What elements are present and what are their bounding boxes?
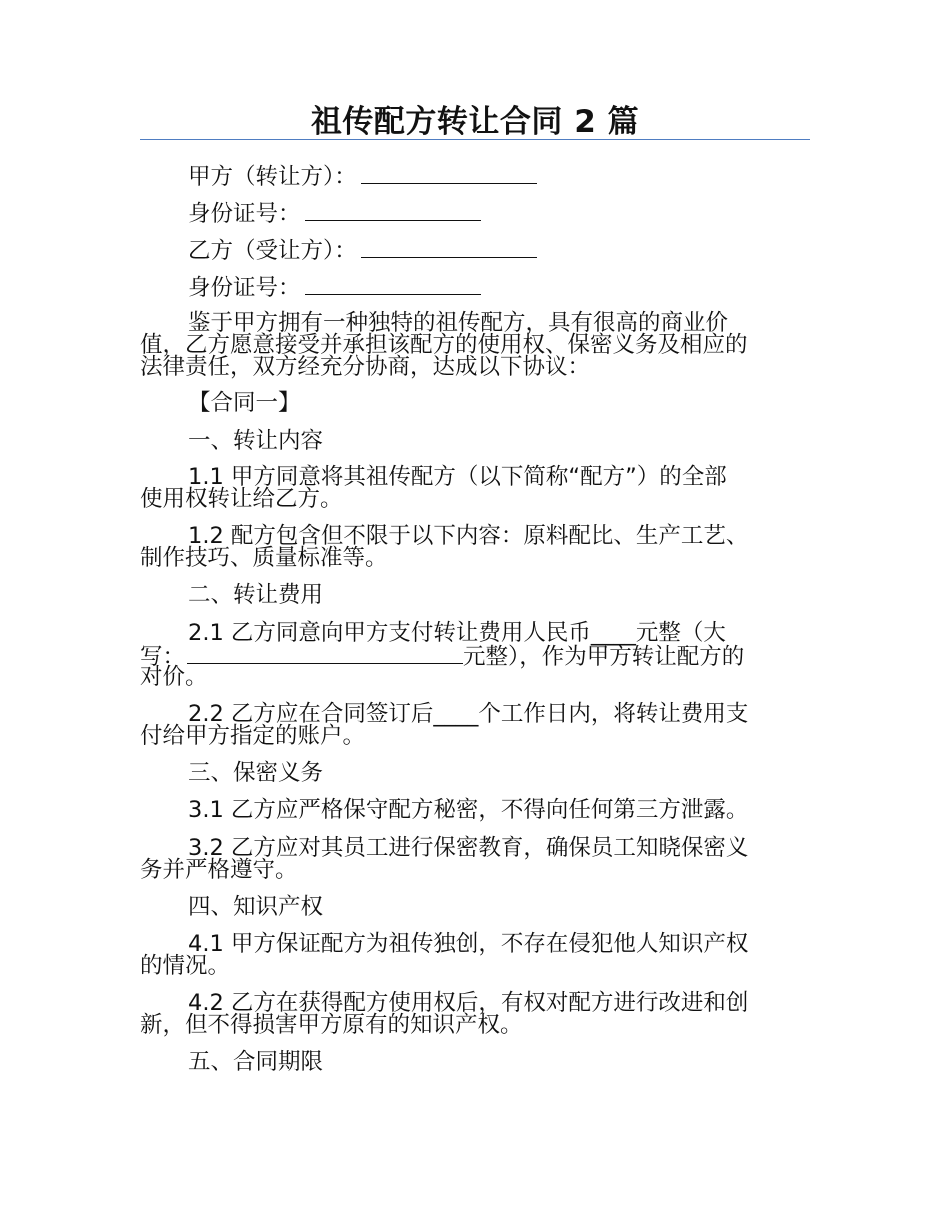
party-b-id-blank [305, 274, 481, 295]
clause-2-1-line-2 [140, 643, 744, 669]
clause-1-1-line-2: 使用权转让给乙方。 [140, 486, 343, 512]
party-a-id-line [188, 200, 481, 226]
party-a-blank [361, 163, 537, 184]
clause-2-1-line-3: 对价。 [140, 664, 208, 690]
party-b-line [188, 237, 537, 263]
section-4-heading: 四、知识产权 [188, 894, 324, 920]
amount-in-words-blank [187, 643, 463, 664]
clause-4-2-line-1: 4.2 乙方在获得配方使用权后，有权对配方进行改进和创 [188, 990, 749, 1016]
clause-1-2-line-2: 制作技巧、质量标准等。 [140, 545, 388, 571]
section-1-heading: 一、转让内容 [188, 428, 324, 454]
document-title: 祖传配方转让合同 2 篇 [310, 104, 640, 140]
clause-2-2-line-1: 2.2 乙方应在合同签订后____个工作日内，将转让费用支 [188, 701, 749, 727]
clause-2-1-daxie-label: 写： [140, 644, 186, 670]
clause-4-1-line-2: 的情况。 [140, 953, 231, 979]
clause-1-2-line-1: 1.2 配方包含但不限于以下内容：原料配比、生产工艺、 [188, 523, 749, 549]
clause-1-1-line-1: 1.1 甲方同意将其祖传配方（以下简称“配方”）的全部 [188, 464, 727, 490]
party-a-label: 甲方（转让方）： [188, 164, 357, 190]
clause-4-2-line-2: 新，但不得损害甲方原有的知识产权。 [140, 1012, 523, 1038]
clause-3-2-line-1: 3.2 乙方应对其员工进行保密教育，确保员工知晓保密义 [188, 835, 749, 861]
party-a-line [188, 163, 537, 189]
clause-4-1-line-1: 4.1 甲方保证配方为祖传独创，不存在侵犯他人知识产权 [188, 931, 749, 957]
contract-one-heading: 【合同一】 [188, 390, 301, 416]
section-3-heading: 三、保密义务 [188, 760, 324, 786]
id-no-label-b: 身份证号： [188, 275, 301, 301]
party-b-label: 乙方（受让方）： [188, 238, 357, 264]
id-no-label-a: 身份证号： [188, 201, 301, 227]
party-b-id-line [188, 274, 481, 300]
clause-2-2-line-2: 付给甲方指定的账户。 [140, 723, 366, 749]
section-5-heading: 五、合同期限 [188, 1049, 324, 1075]
section-2-heading: 二、转让费用 [188, 582, 324, 608]
clause-3-2-line-2: 务并严格遵守。 [140, 857, 298, 883]
preamble-line-1: 鉴于甲方拥有一种独特的祖传配方，具有很高的商业价 [188, 310, 729, 336]
party-b-blank [361, 237, 537, 258]
clause-2-1-line-1: 2.1 乙方同意向甲方支付转让费用人民币____元整（大 [188, 620, 726, 646]
preamble-line-3: 法律责任，双方经充分协商，达成以下协议： [140, 354, 591, 380]
clause-3-1-line-1: 3.1 乙方应严格保守配方秘密，不得向任何第三方泄露。 [188, 797, 749, 823]
clause-2-1-line-2-tail: 元整），作为甲方转让配方的 [463, 644, 745, 670]
party-a-id-blank [305, 200, 481, 221]
preamble-line-2: 值，乙方愿意接受并承担该配方的使用权、保密义务及相应的 [140, 332, 748, 358]
title-underline [140, 139, 810, 140]
